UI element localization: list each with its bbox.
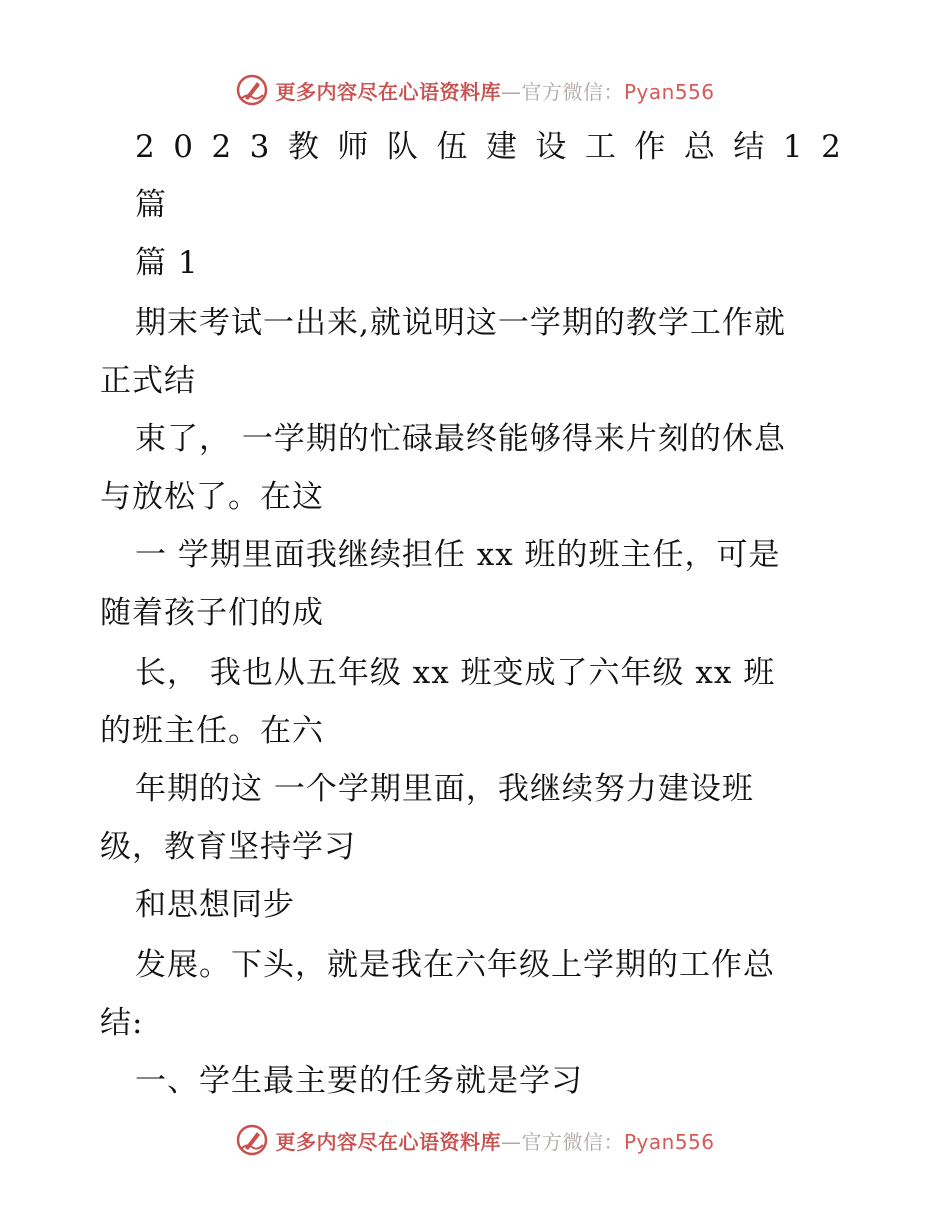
section-heading: 一、学生最主要的任务就是学习: [135, 1063, 583, 1099]
paragraph-line: 束了， 一学期的忙碌最终能够得来片刻的休息: [135, 421, 786, 457]
banner-dash: —: [500, 1129, 522, 1154]
document-title-line2: 篇: [135, 187, 167, 223]
paragraph-line: 长， 我也从五年级 xx 班变成了六年级 xx 班: [135, 655, 776, 691]
banner-wechat-label: 官方微信：: [521, 79, 624, 104]
banner-dash: —: [500, 79, 522, 104]
banner-content: [235, 1123, 714, 1157]
paragraph-line: 期末考试一出来,就说明这一学期的教学工作就: [135, 305, 786, 341]
document-title-line1: 2023教师队伍建设工作总结12: [135, 129, 860, 165]
banner-site-name: 更多内容尽在心语资料库: [275, 1129, 501, 1154]
paragraph-line: 正式结: [100, 363, 196, 399]
banner-wechat-label: 官方微信：: [521, 1129, 624, 1154]
paragraph-line: 随着孩子们的成: [100, 595, 324, 631]
paragraph-line: 一 学期里面我继续担任 xx 班的班主任，可是: [135, 537, 781, 573]
paragraph-line: 发展。下头，就是我在六年级上学期的工作总: [135, 947, 775, 983]
paragraph-line: 结:: [100, 1005, 144, 1041]
section-label: 篇 1: [135, 245, 199, 281]
banner-site-name: 更多内容尽在心语资料库: [275, 79, 501, 104]
footer-banner: [0, 1118, 950, 1162]
paragraph-line: 与放松了。在这: [100, 479, 324, 515]
quill-logo-icon: [235, 1123, 269, 1157]
banner-text: [275, 1126, 714, 1155]
paragraph-line: 级，教育坚持学习: [100, 829, 356, 865]
paragraph-line: 和思想同步: [135, 887, 295, 923]
paragraph-line: 的班主任。在六: [100, 713, 324, 749]
banner-wechat-id: Pyan556: [623, 79, 715, 104]
banner-wechat-id: Pyan556: [623, 1129, 715, 1154]
paragraph-line: 年期的这 一个学期里面，我继续努力建设班: [135, 771, 754, 807]
